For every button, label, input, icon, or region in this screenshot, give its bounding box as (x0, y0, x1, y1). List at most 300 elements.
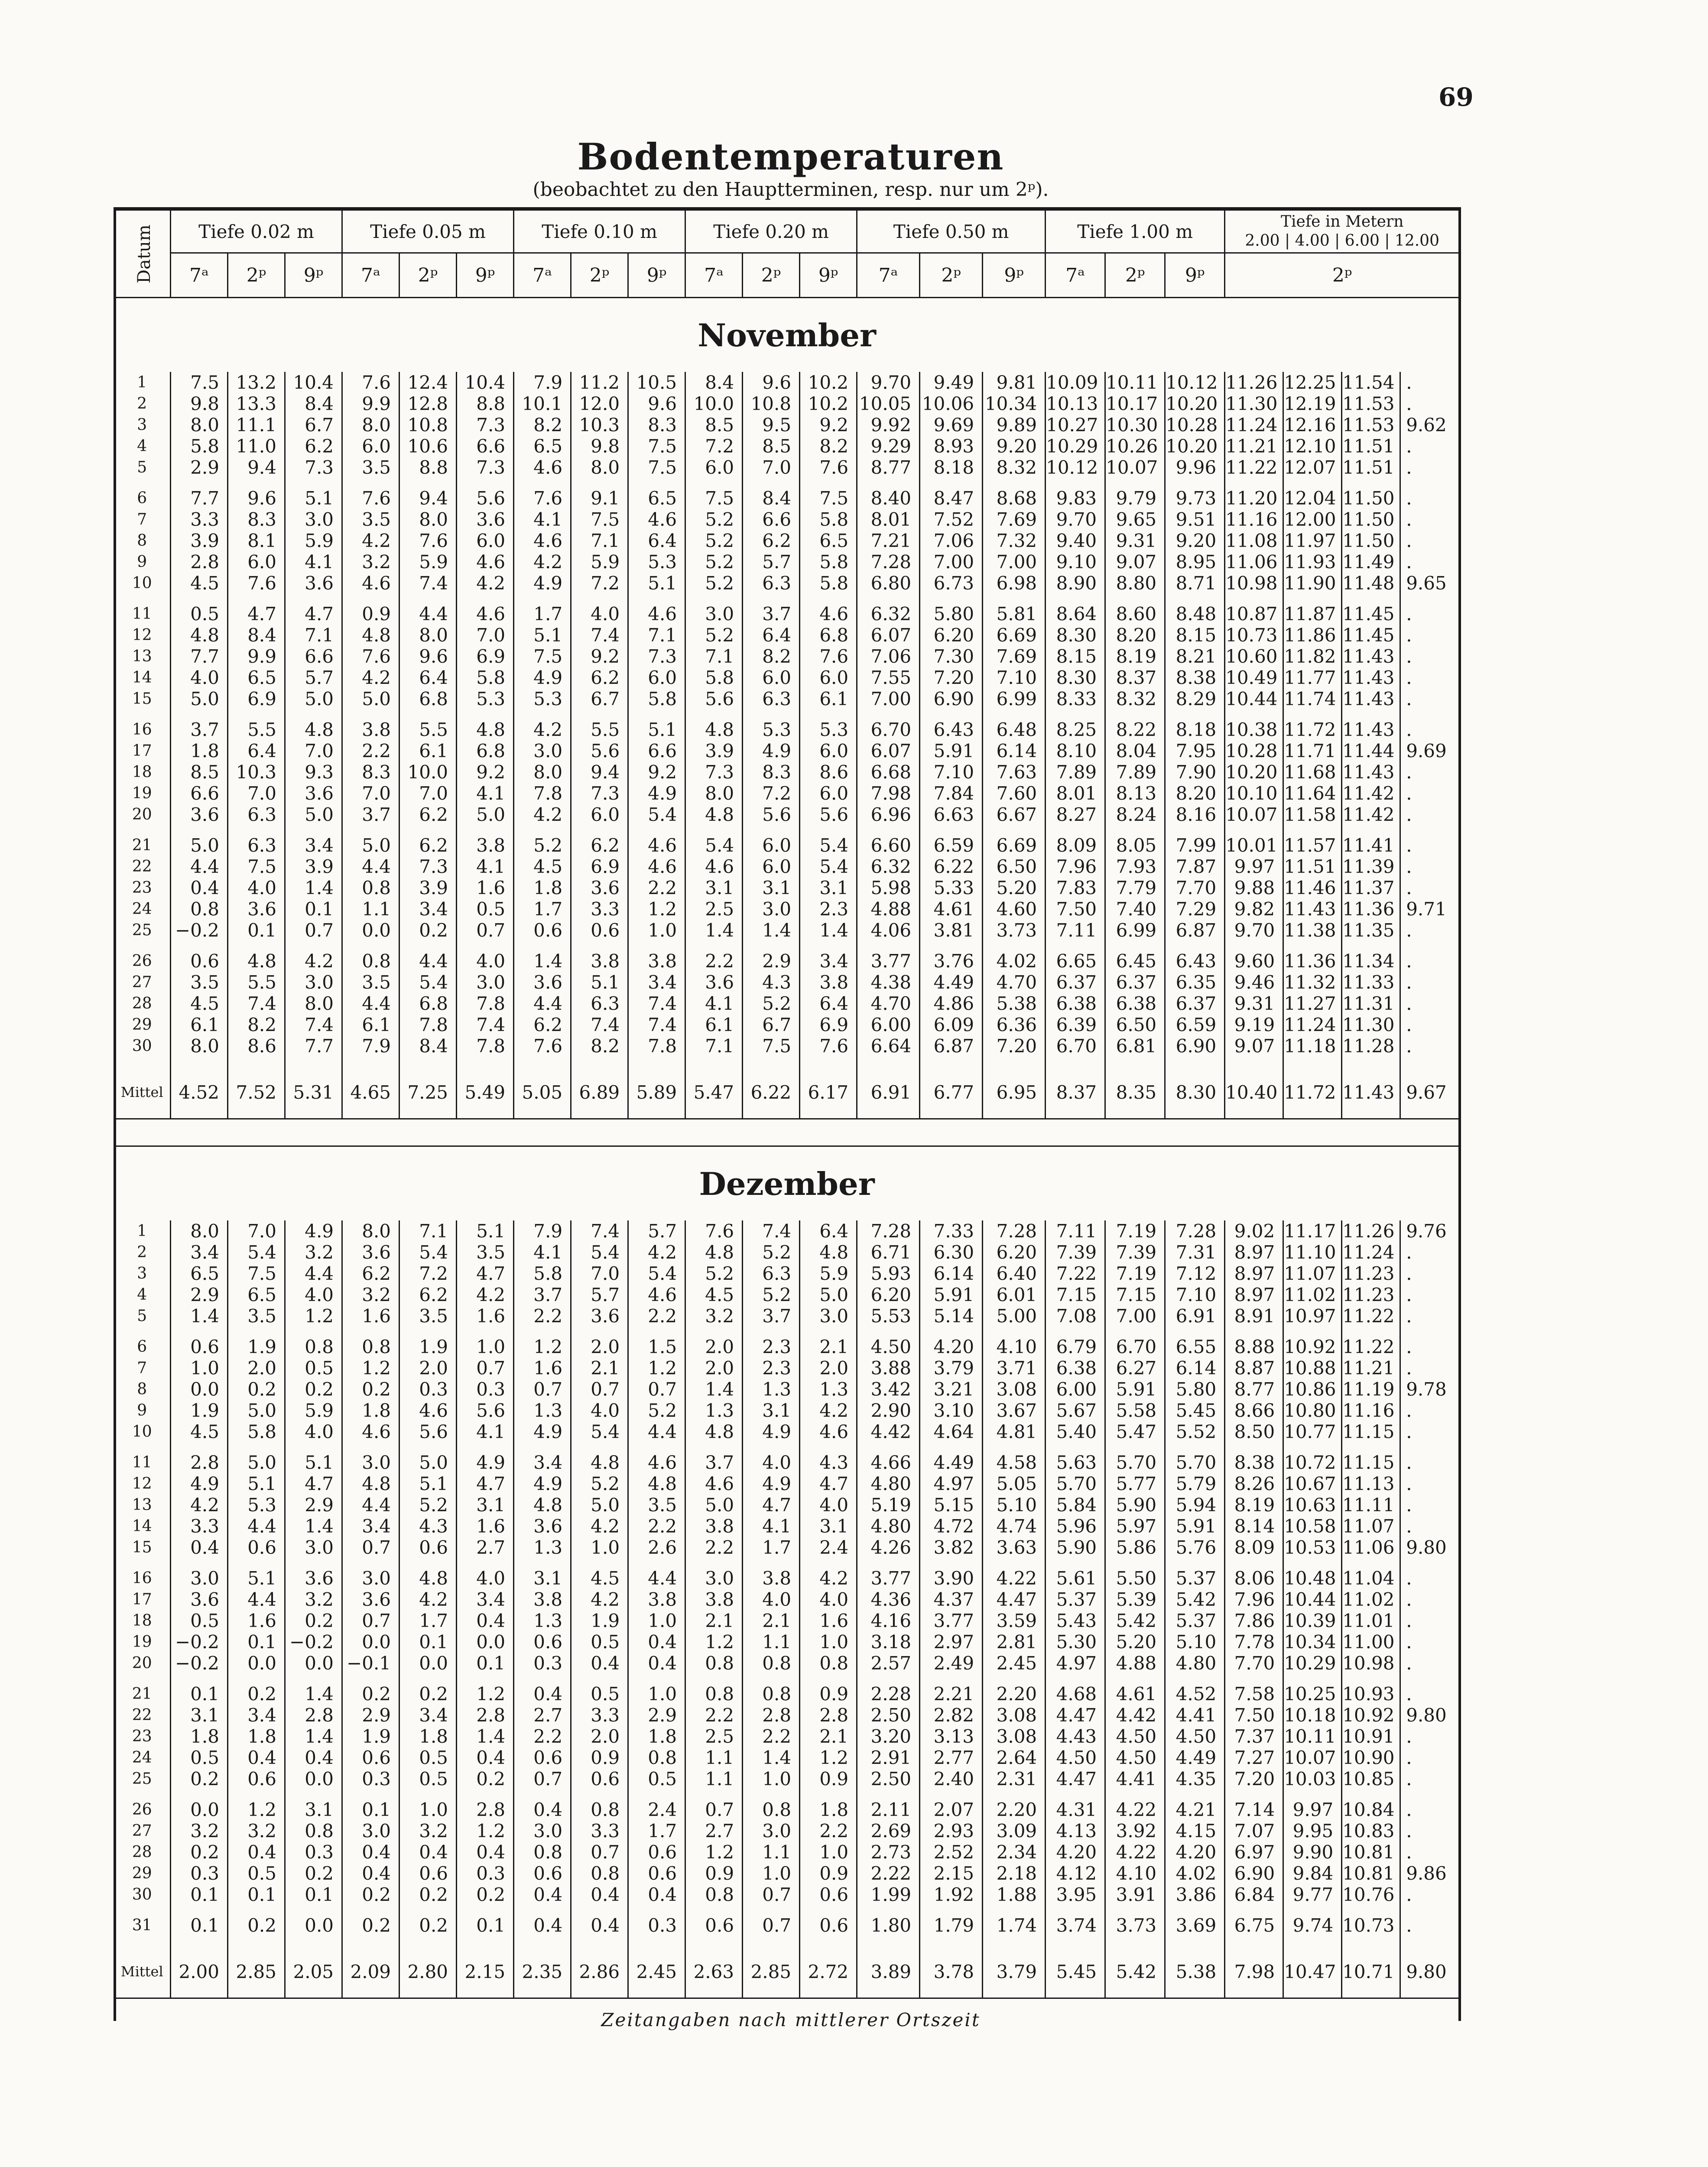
value-cell: 8.6 (800, 761, 857, 783)
value-cell: 11.42 (1342, 783, 1400, 804)
mean-value: 4.65 (342, 1066, 399, 1119)
value-cell: 6.2 (514, 1014, 571, 1035)
value-cell: 6.73 (920, 573, 983, 594)
value-cell: . (1400, 1610, 1460, 1631)
mean-label: Mittel (114, 1066, 171, 1119)
table-row (114, 1284, 1460, 1305)
value-cell: 3.1 (800, 877, 857, 898)
value-cell: 1.0 (628, 1683, 685, 1705)
value-cell: 11.93 (1283, 551, 1342, 573)
depth-header-0-02: Tiefe 0.02 m (171, 210, 342, 253)
value-cell: 1.3 (514, 1610, 571, 1631)
value-cell: 5.4 (571, 1242, 628, 1263)
value-cell: 3.3 (571, 1820, 628, 1842)
value-cell: 0.4 (514, 1915, 571, 1936)
value-cell: 2.97 (920, 1631, 983, 1653)
value-cell: 10.48 (1283, 1568, 1342, 1589)
value-cell: 3.13 (920, 1726, 983, 1747)
value-cell: 2.1 (800, 1336, 857, 1357)
value-cell: 7.3 (685, 761, 743, 783)
value-cell: 7.98 (857, 783, 920, 804)
table-row (114, 920, 1460, 941)
value-cell: 3.2 (285, 1242, 342, 1263)
value-cell: 0.4 (228, 1842, 285, 1863)
value-cell: 1.7 (628, 1820, 685, 1842)
value-cell: 2.15 (920, 1863, 983, 1884)
mean-value: 11.72 (1283, 1066, 1342, 1119)
value-cell: 0.7 (514, 1379, 571, 1400)
value-cell: 8.48 (1165, 603, 1225, 625)
value-cell: 4.1 (685, 993, 743, 1014)
value-cell: 8.20 (1165, 783, 1225, 804)
value-cell: 12.4 (399, 372, 457, 393)
value-cell: 7.5 (685, 488, 743, 509)
value-cell: 10.11 (1283, 1726, 1342, 1747)
mean-value: 5.05 (514, 1066, 571, 1119)
value-cell: 10.8 (399, 414, 457, 436)
value-cell: 3.09 (983, 1820, 1046, 1842)
value-cell: 10.2 (800, 393, 857, 414)
value-cell: 6.69 (983, 835, 1046, 856)
value-cell: 0.4 (171, 877, 228, 898)
value-cell: 5.2 (685, 551, 743, 573)
value-cell: 2.2 (628, 1305, 685, 1327)
value-cell: 1.2 (342, 1357, 399, 1379)
value-cell: 6.4 (743, 625, 800, 646)
value-cell: 5.3 (228, 1494, 285, 1516)
value-cell: 11.08 (1225, 530, 1283, 551)
value-cell: 4.22 (1105, 1842, 1165, 1863)
value-cell: . (1400, 761, 1460, 783)
table-row (114, 804, 1460, 825)
value-cell: 7.0 (285, 740, 342, 761)
value-cell: 0.0 (457, 1631, 514, 1653)
value-cell: 7.6 (514, 488, 571, 509)
value-cell: 11.24 (1342, 1242, 1400, 1263)
value-cell: 1.2 (457, 1683, 514, 1705)
value-cell: 4.8 (171, 625, 228, 646)
value-cell: 4.8 (399, 1568, 457, 1589)
value-cell: 6.22 (920, 856, 983, 877)
day-cell: 23 (132, 1728, 152, 1745)
value-cell: 4.4 (514, 993, 571, 1014)
value-cell: 5.9 (285, 530, 342, 551)
value-cell: . (1400, 804, 1460, 825)
value-cell: 5.96 (1046, 1516, 1105, 1537)
value-cell: 1.1 (685, 1768, 743, 1790)
value-cell: 0.1 (457, 1653, 514, 1674)
depth-header-0-10: Tiefe 0.10 m (514, 210, 685, 253)
value-cell: 5.0 (399, 1452, 457, 1473)
value-cell: 6.7 (285, 414, 342, 436)
value-cell: 4.21 (1165, 1799, 1225, 1820)
value-cell: 4.2 (514, 804, 571, 825)
value-cell: 6.80 (857, 573, 920, 594)
value-cell: 7.29 (1165, 898, 1225, 920)
value-cell: 3.0 (342, 1568, 399, 1589)
value-cell: 4.2 (171, 1494, 228, 1516)
value-cell: 0.2 (342, 1379, 399, 1400)
value-cell: 3.90 (920, 1568, 983, 1589)
day-cell: 2 (137, 1243, 147, 1261)
value-cell: 11.46 (1283, 877, 1342, 898)
day-cell: 18 (132, 763, 152, 781)
value-cell: 3.6 (571, 1305, 628, 1327)
value-cell: 5.3 (743, 719, 800, 740)
value-cell: 1.0 (800, 1842, 857, 1863)
day-cell: 24 (132, 1749, 152, 1767)
day-cell: 26 (132, 1801, 152, 1819)
value-cell: 6.38 (1105, 993, 1165, 1014)
value-cell: 10.3 (571, 414, 628, 436)
value-cell: 6.60 (857, 835, 920, 856)
value-cell: 4.7 (285, 1473, 342, 1494)
value-cell: 6.00 (1046, 1379, 1105, 1400)
value-cell: 6.0 (685, 457, 743, 478)
table-row (114, 688, 1460, 709)
value-cell: 3.42 (857, 1379, 920, 1400)
value-cell: 4.3 (399, 1516, 457, 1537)
mean-value: 6.17 (800, 1066, 857, 1119)
value-cell: 4.8 (685, 804, 743, 825)
day-cell: 22 (132, 1706, 152, 1724)
mean-value: 6.77 (920, 1066, 983, 1119)
value-cell: 5.1 (457, 1220, 514, 1242)
day-cell: 21 (132, 836, 152, 854)
value-cell: −0.2 (171, 1653, 228, 1674)
value-cell: 8.19 (1105, 646, 1165, 667)
value-cell: 1.3 (514, 1400, 571, 1421)
value-cell: 4.6 (628, 856, 685, 877)
table-row (114, 509, 1460, 530)
value-cell: 9.4 (571, 761, 628, 783)
value-cell: . (1400, 1820, 1460, 1842)
value-cell: 0.5 (228, 1863, 285, 1884)
value-cell: 7.7 (171, 646, 228, 667)
value-cell: 7.83 (1046, 877, 1105, 898)
table-row (114, 1242, 1460, 1263)
value-cell: 5.2 (685, 573, 743, 594)
value-cell: 2.3 (743, 1357, 800, 1379)
value-cell: 9.10 (1046, 551, 1105, 573)
value-cell: 8.2 (800, 436, 857, 457)
value-cell: . (1400, 1842, 1460, 1863)
value-cell: 4.74 (983, 1516, 1046, 1537)
value-cell: 6.99 (1105, 920, 1165, 941)
value-cell: 4.5 (685, 1284, 743, 1305)
value-cell: 3.18 (857, 1631, 920, 1653)
value-cell: 9.6 (628, 393, 685, 414)
value-cell: 6.8 (399, 993, 457, 1014)
value-cell: 10.87 (1225, 603, 1283, 625)
day-cell: 10 (132, 574, 152, 592)
value-cell: 5.6 (457, 488, 514, 509)
table-row (114, 1336, 1460, 1357)
value-cell: 5.30 (1046, 1631, 1105, 1653)
value-cell: 4.2 (514, 719, 571, 740)
value-cell: 3.81 (920, 920, 983, 941)
mean-value: 2.63 (685, 1946, 743, 1998)
value-cell: 4.49 (920, 972, 983, 993)
value-cell: 8.66 (1225, 1400, 1283, 1421)
value-cell: 1.79 (920, 1915, 983, 1936)
value-cell: 3.6 (171, 1589, 228, 1610)
value-cell: 7.1 (685, 646, 743, 667)
table-row (114, 1494, 1460, 1516)
day-cell: 6 (137, 489, 147, 507)
day-cell: 7 (137, 1359, 147, 1377)
value-cell: 7.0 (228, 1220, 285, 1242)
value-cell: 1.0 (399, 1799, 457, 1820)
value-cell: 4.5 (514, 856, 571, 877)
value-cell: . (1400, 488, 1460, 509)
value-cell: 4.6 (514, 457, 571, 478)
table-row (114, 1726, 1460, 1747)
value-cell: 6.4 (399, 667, 457, 688)
value-cell: 7.58 (1225, 1683, 1283, 1705)
value-cell: 8.04 (1105, 740, 1165, 761)
value-cell: 10.0 (399, 761, 457, 783)
value-cell: 4.80 (1165, 1653, 1225, 1674)
value-cell: 5.1 (228, 1473, 285, 1494)
value-cell: 8.8 (399, 457, 457, 478)
value-cell: 4.2 (800, 1400, 857, 1421)
value-cell: 3.2 (685, 1305, 743, 1327)
value-cell: 0.4 (457, 1842, 514, 1863)
value-cell: . (1400, 1242, 1460, 1263)
value-cell: 12.10 (1283, 436, 1342, 457)
value-cell: . (1400, 877, 1460, 898)
value-cell: 0.5 (285, 1357, 342, 1379)
value-cell: 0.8 (342, 1336, 399, 1357)
value-cell: 6.9 (457, 646, 514, 667)
value-cell: 4.8 (800, 1242, 857, 1263)
value-cell: 3.3 (571, 1705, 628, 1726)
value-cell: 0.2 (399, 1683, 457, 1705)
day-cell: 14 (132, 1517, 152, 1535)
value-cell: 4.13 (1046, 1820, 1105, 1842)
value-cell: 9.84 (1283, 1863, 1342, 1884)
value-cell: 9.70 (1046, 509, 1105, 530)
value-cell: 5.2 (685, 625, 743, 646)
value-cell: 11.45 (1342, 625, 1400, 646)
month-heading: Dezember (114, 1146, 1460, 1221)
value-cell: 2.57 (857, 1653, 920, 1674)
value-cell: 5.4 (800, 856, 857, 877)
value-cell: 9.97 (1225, 856, 1283, 877)
value-cell: 1.2 (285, 1305, 342, 1327)
value-cell: 4.8 (342, 1473, 399, 1494)
value-cell: 1.7 (514, 898, 571, 920)
value-cell: 4.2 (342, 530, 399, 551)
value-cell: 0.5 (457, 898, 514, 920)
value-cell: 7.10 (920, 761, 983, 783)
value-cell: 0.3 (171, 1863, 228, 1884)
value-cell: 9.31 (1225, 993, 1283, 1014)
value-cell: 11.18 (1283, 1035, 1342, 1057)
mean-value: 2.00 (171, 1946, 228, 1998)
value-cell: 10.53 (1283, 1537, 1342, 1558)
value-cell: 2.8 (171, 551, 228, 573)
value-cell: 4.68 (1046, 1683, 1105, 1705)
value-cell: 0.5 (171, 1747, 228, 1768)
value-cell: 8.2 (514, 414, 571, 436)
value-cell: 8.14 (1225, 1516, 1283, 1537)
value-cell: 8.22 (1105, 719, 1165, 740)
mean-value: 2.86 (571, 1946, 628, 1998)
value-cell: 8.0 (342, 414, 399, 436)
value-cell: 10.10 (1225, 783, 1283, 804)
value-cell: 4.38 (857, 972, 920, 993)
value-cell: 3.73 (1105, 1915, 1165, 1936)
mean-value: 5.49 (457, 1066, 514, 1119)
value-cell: 9.40 (1046, 530, 1105, 551)
value-cell: 3.6 (285, 573, 342, 594)
value-cell: . (1400, 1884, 1460, 1905)
value-cell: 1.3 (800, 1379, 857, 1400)
value-cell: 1.4 (285, 1516, 342, 1537)
day-cell: 15 (132, 1539, 152, 1556)
value-cell: 10.07 (1283, 1747, 1342, 1768)
value-cell: 5.2 (685, 509, 743, 530)
value-cell: 3.92 (1105, 1820, 1165, 1842)
table-row (114, 1263, 1460, 1284)
value-cell: 7.50 (1225, 1705, 1283, 1726)
mean-value: 5.89 (628, 1066, 685, 1119)
day-cell: 21 (132, 1685, 152, 1703)
value-cell: 6.1 (171, 1014, 228, 1035)
value-cell: 1.8 (514, 877, 571, 898)
value-cell: 2.20 (983, 1683, 1046, 1705)
value-cell: 0.6 (514, 1631, 571, 1653)
value-cell: 3.4 (342, 1516, 399, 1537)
mean-value: 2.15 (457, 1946, 514, 1998)
value-cell: 0.6 (628, 1863, 685, 1884)
value-cell: 5.5 (228, 719, 285, 740)
value-cell: 1.4 (457, 1726, 514, 1747)
value-cell: 4.97 (1046, 1653, 1105, 1674)
value-cell: 5.0 (285, 804, 342, 825)
value-cell: 3.7 (514, 1284, 571, 1305)
value-cell: 3.1 (285, 1799, 342, 1820)
value-cell: 3.67 (983, 1400, 1046, 1421)
value-cell: 11.53 (1342, 414, 1400, 436)
value-cell: 6.0 (800, 783, 857, 804)
value-cell: 1.8 (399, 1726, 457, 1747)
value-cell: 8.06 (1225, 1568, 1283, 1589)
value-cell: 7.89 (1046, 761, 1105, 783)
mean-value: 6.22 (743, 1066, 800, 1119)
value-cell: 4.7 (285, 603, 342, 625)
value-cell: 6.5 (628, 488, 685, 509)
value-cell: 7.28 (983, 1220, 1046, 1242)
value-cell: 11.43 (1342, 688, 1400, 709)
value-cell: 8.09 (1225, 1537, 1283, 1558)
value-cell: 4.16 (857, 1610, 920, 1631)
table-row (114, 1400, 1460, 1421)
mean-value: 5.42 (1105, 1946, 1165, 1998)
value-cell: 9.80 (1400, 1705, 1460, 1726)
value-cell: 1.6 (514, 1357, 571, 1379)
value-cell: 9.86 (1400, 1863, 1460, 1884)
depth-header-0-20: Tiefe 0.20 m (685, 210, 857, 253)
value-cell: 9.2 (457, 761, 514, 783)
value-cell: 10.09 (1046, 372, 1105, 393)
table-row (114, 950, 1460, 972)
day-cell: 11 (132, 1454, 152, 1471)
value-cell: 1.1 (685, 1747, 743, 1768)
value-cell: 4.31 (1046, 1799, 1105, 1820)
value-cell: 0.4 (628, 1653, 685, 1674)
value-cell: 5.00 (983, 1305, 1046, 1327)
value-cell: . (1400, 393, 1460, 414)
value-cell: 6.3 (743, 573, 800, 594)
value-cell: 5.0 (342, 835, 399, 856)
value-cell: 0.2 (228, 1915, 285, 1936)
value-cell: 1.4 (743, 920, 800, 941)
value-cell: 0.7 (571, 1842, 628, 1863)
value-cell: . (1400, 783, 1460, 804)
value-cell: 6.90 (920, 688, 983, 709)
value-cell: 6.5 (171, 1263, 228, 1284)
value-cell: 0.0 (342, 920, 399, 941)
value-cell: 4.8 (342, 625, 399, 646)
mean-value: 2.35 (514, 1946, 571, 1998)
value-cell: 8.25 (1046, 719, 1105, 740)
value-cell: 4.8 (685, 1242, 743, 1263)
value-cell: 0.1 (342, 1799, 399, 1820)
day-cell: 31 (132, 1916, 152, 1934)
value-cell: 3.2 (399, 1820, 457, 1842)
value-cell: 3.6 (342, 1589, 399, 1610)
value-cell: 7.5 (171, 372, 228, 393)
value-cell: 11.51 (1342, 436, 1400, 457)
value-cell: 5.3 (514, 688, 571, 709)
value-cell: 11.06 (1342, 1537, 1400, 1558)
value-cell: 2.0 (571, 1336, 628, 1357)
value-cell: 8.6 (228, 1035, 285, 1057)
value-cell: 4.7 (228, 603, 285, 625)
value-cell: 1.8 (171, 1726, 228, 1747)
value-cell: 4.3 (800, 1452, 857, 1473)
value-cell: 7.4 (571, 1220, 628, 1242)
table-row (114, 573, 1460, 594)
value-cell: 5.42 (1105, 1610, 1165, 1631)
value-cell: 5.4 (399, 972, 457, 993)
value-cell: 4.2 (628, 1242, 685, 1263)
value-cell: 8.0 (171, 1220, 228, 1242)
value-cell: 4.42 (1105, 1705, 1165, 1726)
value-cell: 7.6 (800, 457, 857, 478)
value-cell: 4.49 (920, 1452, 983, 1473)
day-cell: 10 (132, 1423, 152, 1441)
value-cell: 0.2 (457, 1884, 514, 1905)
value-cell: 10.81 (1342, 1863, 1400, 1884)
value-cell: 7.5 (800, 488, 857, 509)
value-cell: 4.5 (171, 573, 228, 594)
time-header: 2ᵖ (571, 253, 628, 298)
value-cell: 4.22 (1105, 1799, 1165, 1820)
time-header: 9ᵖ (983, 253, 1046, 298)
value-cell: 1.0 (457, 1336, 514, 1357)
value-cell: 10.72 (1283, 1452, 1342, 1473)
value-cell: 11.68 (1283, 761, 1342, 783)
value-cell: 1.0 (628, 1610, 685, 1631)
value-cell: 6.71 (857, 1242, 920, 1263)
value-cell: 4.58 (983, 1452, 1046, 1473)
value-cell: 5.80 (920, 603, 983, 625)
value-cell: . (1400, 1305, 1460, 1327)
